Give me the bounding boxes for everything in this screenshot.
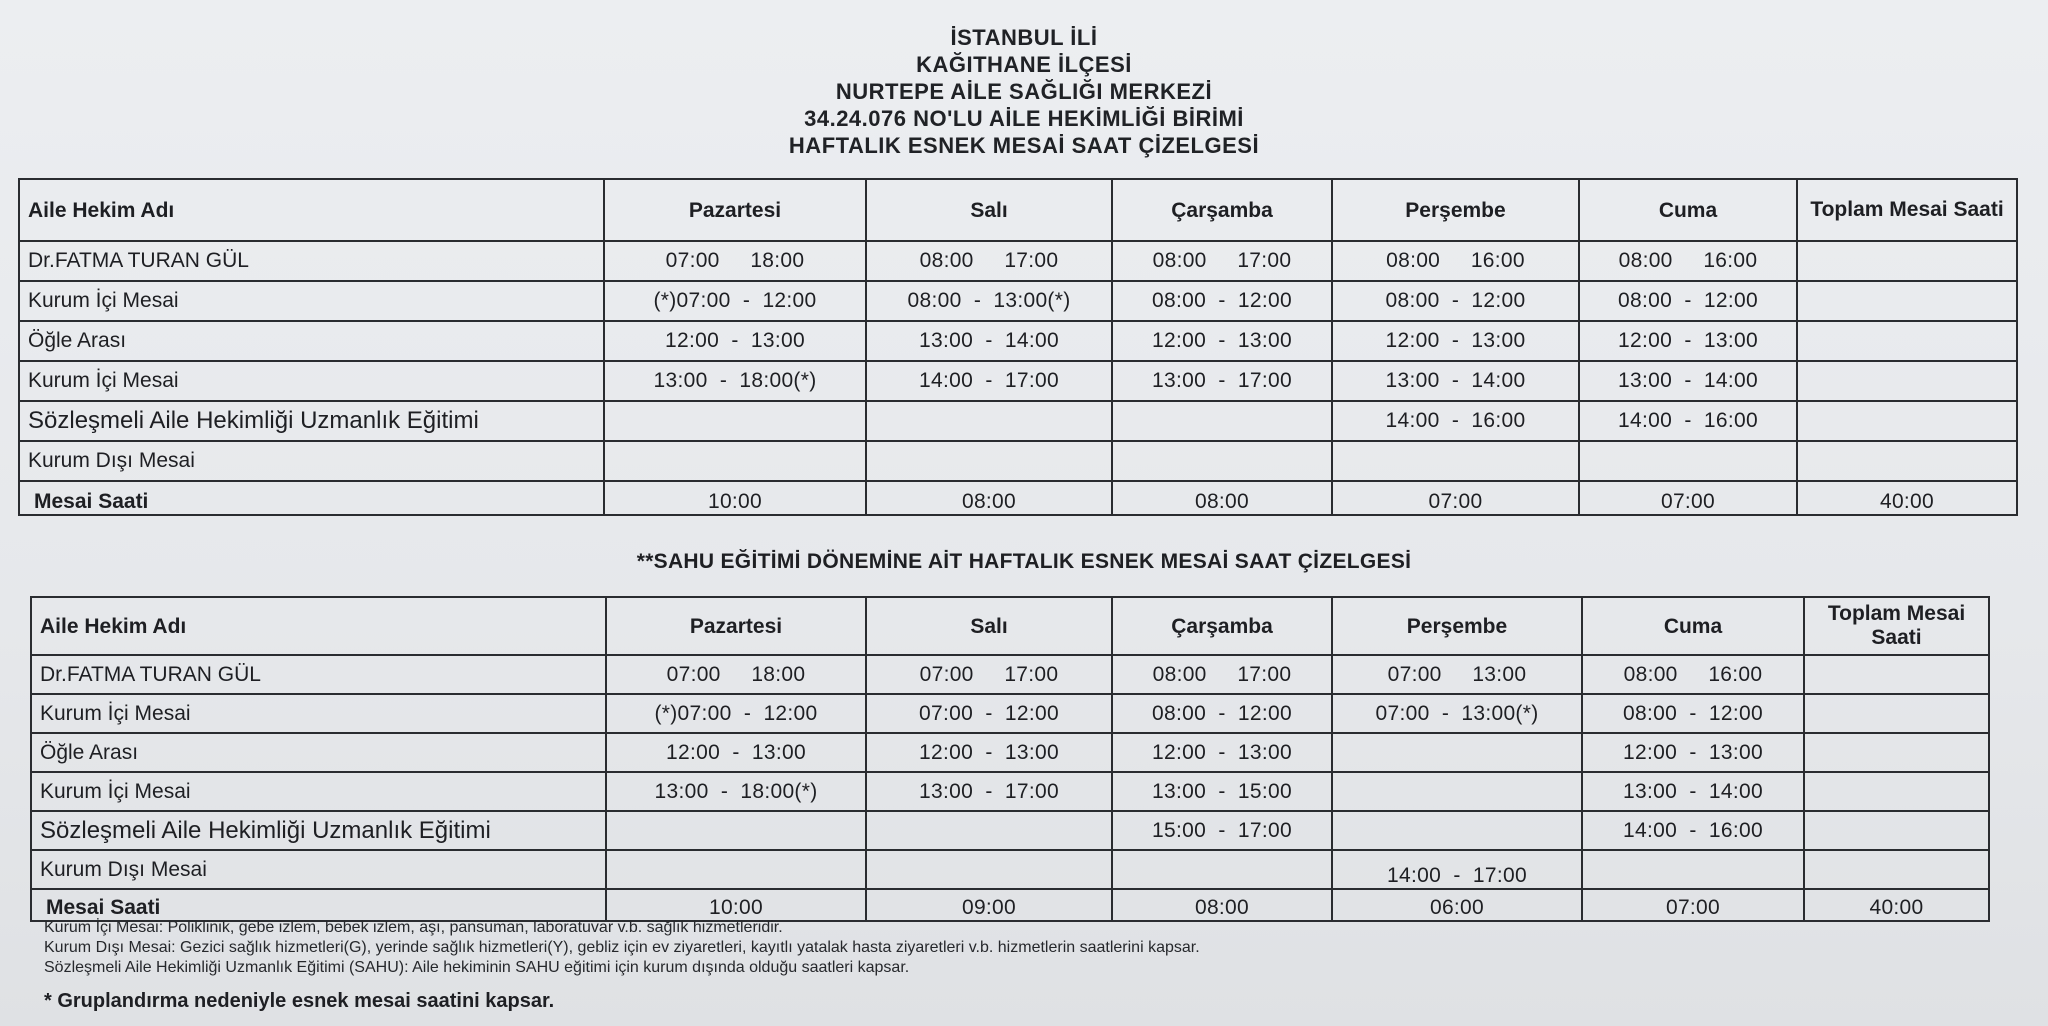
row-label: Kurum İçi Mesai xyxy=(31,772,606,811)
table-cell xyxy=(1797,441,2017,481)
row-label: Öğle Arası xyxy=(31,733,606,772)
table-cell: 12:00 - 13:00 xyxy=(866,733,1112,772)
table-row xyxy=(19,361,2017,401)
table-cell: 14:00 - 16:00 xyxy=(1582,811,1804,850)
total-row xyxy=(19,481,2017,515)
table-cell: 07:00 - 13:00(*) xyxy=(1332,694,1582,733)
legend-notes xyxy=(44,918,1200,978)
col-doctor-name: Aile Hekim Adı xyxy=(19,179,604,241)
header-district: KAĞITHANE İLÇESİ xyxy=(916,52,1132,77)
col-thursday: Perşembe xyxy=(1332,597,1582,655)
table-cell xyxy=(1332,772,1582,811)
total-cell: 07:00 xyxy=(1579,481,1797,515)
table-cell xyxy=(1804,694,1989,733)
table-cell xyxy=(1804,655,1989,694)
table-cell: 13:00 - 15:00 xyxy=(1112,772,1332,811)
col-tuesday: Salı xyxy=(866,179,1112,241)
table-row xyxy=(19,241,2017,281)
col-friday: Cuma xyxy=(1582,597,1804,655)
table-cell xyxy=(1797,321,2017,361)
table-cell xyxy=(1797,241,2017,281)
table-cell xyxy=(1797,281,2017,321)
total-cell: 08:00 xyxy=(866,481,1112,515)
table-cell xyxy=(1804,811,1989,850)
sahu-schedule-title: **SAHU EĞİTİMİ DÖNEMİNE AİT HAFTALIK ESNEK MESAİ SAAT ÇİZELGESİ xyxy=(636,550,1412,573)
table-cell: 08:00 16:00 xyxy=(1332,241,1579,281)
col-total-hours: Toplam Mesai Saati xyxy=(1804,597,1989,655)
table-cell: 08:00 17:00 xyxy=(1112,655,1332,694)
table-cell: (*)07:00 - 12:00 xyxy=(606,694,866,733)
total-cell: 09:00 xyxy=(866,889,1112,921)
row-label: Kurum İçi Mesai xyxy=(19,361,604,401)
table-cell: 08:00 - 13:00(*) xyxy=(866,281,1112,321)
col-wednesday: Çarşamba xyxy=(1112,597,1332,655)
table-row xyxy=(31,733,1989,772)
table-cell xyxy=(1332,811,1582,850)
table-cell xyxy=(606,850,866,889)
total-cell: 07:00 xyxy=(1582,889,1804,921)
total-row xyxy=(31,889,1989,921)
table-cell: 12:00 - 13:00 xyxy=(1332,321,1579,361)
table-cell: 12:00 - 13:00 xyxy=(1112,733,1332,772)
table-row xyxy=(31,694,1989,733)
note-sahu-training: Sözleşmeli Aile Hekimliği Uzmanlık Eğitimi (SAHU): Aile hekiminin SAHU eğitimi için kurum dışında olduğu saatleri kapsar. xyxy=(44,959,910,976)
table-row xyxy=(19,441,2017,481)
col-monday: Pazartesi xyxy=(606,597,866,655)
table-cell xyxy=(1579,441,1797,481)
table-cell: 08:00 16:00 xyxy=(1579,241,1797,281)
col-total-hours: Toplam Mesai Saati xyxy=(1797,179,2017,241)
document-header xyxy=(0,24,2048,159)
table-cell: 13:00 - 14:00 xyxy=(1582,772,1804,811)
row-label: Kurum İçi Mesai xyxy=(19,281,604,321)
table-cell: 15:00 - 17:00 xyxy=(1112,811,1332,850)
table-cell: 08:00 - 12:00 xyxy=(1579,281,1797,321)
table-cell: 14:00 - 16:00 xyxy=(1332,401,1579,441)
table-cell: 08:00 17:00 xyxy=(866,241,1112,281)
table-cell xyxy=(866,441,1112,481)
table-cell xyxy=(1797,361,2017,401)
header-title: HAFTALIK ESNEK MESAİ SAAT ÇİZELGESİ xyxy=(788,133,1260,158)
table-row xyxy=(19,401,2017,441)
table-cell: 12:00 - 13:00 xyxy=(1112,321,1332,361)
col-tuesday: Salı xyxy=(866,597,1112,655)
row-label: Mesai Saati xyxy=(19,481,604,515)
table-header-row xyxy=(31,597,1989,655)
sahu-schedule-table xyxy=(30,596,1990,922)
table-cell xyxy=(1582,850,1804,889)
table-cell: 07:00 18:00 xyxy=(606,655,866,694)
table-row xyxy=(31,811,1989,850)
row-label: Kurum İçi Mesai xyxy=(31,694,606,733)
table-cell: 07:00 17:00 xyxy=(866,655,1112,694)
note-internal-work: Kurum İçi Mesai: Poliklinik, gebe izlem, bebek izlem, aşı, pansuman, laboratuvar v.b. sağlık hizmetleridir. xyxy=(44,919,783,936)
table-cell: (*)07:00 - 12:00 xyxy=(604,281,866,321)
row-label: Öğle Arası xyxy=(19,321,604,361)
table-cell: 13:00 - 18:00(*) xyxy=(604,361,866,401)
table-cell xyxy=(866,850,1112,889)
grand-total-cell: 40:00 xyxy=(1804,889,1989,921)
table-cell xyxy=(1332,441,1579,481)
table-cell: 12:00 - 13:00 xyxy=(606,733,866,772)
col-thursday: Perşembe xyxy=(1332,179,1579,241)
header-unit: 34.24.076 NO'LU AİLE HEKİMLİĞİ BİRİMİ xyxy=(804,106,1244,131)
table-cell: 13:00 - 14:00 xyxy=(866,321,1112,361)
table-cell: 13:00 - 14:00 xyxy=(1579,361,1797,401)
table-cell: 07:00 18:00 xyxy=(604,241,866,281)
grand-total-cell: 40:00 xyxy=(1797,481,2017,515)
table-cell: 14:00 - 17:00 xyxy=(1332,850,1582,889)
table-row xyxy=(19,281,2017,321)
row-label: Mesai Saati xyxy=(31,889,606,921)
table-cell: 07:00 - 12:00 xyxy=(866,694,1112,733)
table-cell xyxy=(1112,441,1332,481)
table-row xyxy=(19,321,2017,361)
table-cell: 13:00 - 17:00 xyxy=(1112,361,1332,401)
table-row xyxy=(31,655,1989,694)
col-doctor-name: Aile Hekim Adı xyxy=(31,597,606,655)
header-province: İSTANBUL İLİ xyxy=(950,25,1098,50)
header-health-center: NURTEPE AİLE SAĞLIĞI MERKEZİ xyxy=(835,79,1213,104)
table-cell: 08:00 16:00 xyxy=(1582,655,1804,694)
weekly-schedule-table xyxy=(18,178,2018,516)
row-label: Sözleşmeli Aile Hekimliği Uzmanlık Eğitimi xyxy=(31,811,606,850)
col-friday: Cuma xyxy=(1579,179,1797,241)
table-cell xyxy=(1804,772,1989,811)
total-cell: 08:00 xyxy=(1112,889,1332,921)
table-cell xyxy=(1332,733,1582,772)
row-label: Kurum Dışı Mesai xyxy=(31,850,606,889)
table-cell xyxy=(606,811,866,850)
table-cell: 08:00 - 12:00 xyxy=(1582,694,1804,733)
table-cell xyxy=(866,811,1112,850)
table-row xyxy=(31,772,1989,811)
total-cell: 08:00 xyxy=(1112,481,1332,515)
table-cell: 14:00 - 17:00 xyxy=(866,361,1112,401)
table-cell: 12:00 - 13:00 xyxy=(604,321,866,361)
table-cell xyxy=(866,401,1112,441)
table-cell xyxy=(1112,850,1332,889)
asterisk-footnote: * Gruplandırma nedeniyle esnek mesai saatini kapsar. xyxy=(44,990,555,1012)
total-cell: 07:00 xyxy=(1332,481,1579,515)
table-cell xyxy=(604,401,866,441)
row-label: Dr.FATMA TURAN GÜL xyxy=(31,655,606,694)
table-cell: 12:00 - 13:00 xyxy=(1582,733,1804,772)
table-header-row xyxy=(19,179,2017,241)
table-cell: 14:00 - 16:00 xyxy=(1579,401,1797,441)
table-cell: 08:00 - 12:00 xyxy=(1112,281,1332,321)
note-external-work: Kurum Dışı Mesai: Gezici sağlık hizmetleri(G), yerinde sağlık hizmetleri(Y), gebliz için ev ziyaretleri, kayıtlı yatalak hasta ziyaretleri v.b. hizmetlerin saatlerini kapsar. xyxy=(44,939,1200,956)
table-cell xyxy=(604,441,866,481)
table-cell: 12:00 - 13:00 xyxy=(1579,321,1797,361)
total-cell: 10:00 xyxy=(606,889,866,921)
table-cell: 13:00 - 17:00 xyxy=(866,772,1112,811)
row-label: Sözleşmeli Aile Hekimliği Uzmanlık Eğitimi xyxy=(19,401,604,441)
total-cell: 06:00 xyxy=(1332,889,1582,921)
row-label: Dr.FATMA TURAN GÜL xyxy=(19,241,604,281)
total-cell: 10:00 xyxy=(604,481,866,515)
table-cell xyxy=(1797,401,2017,441)
table-cell: 08:00 - 12:00 xyxy=(1112,694,1332,733)
table-cell: 13:00 - 18:00(*) xyxy=(606,772,866,811)
col-monday: Pazartesi xyxy=(604,179,866,241)
table-cell xyxy=(1112,401,1332,441)
table-cell: 13:00 - 14:00 xyxy=(1332,361,1579,401)
table-cell: 08:00 - 12:00 xyxy=(1332,281,1579,321)
table-cell: 07:00 13:00 xyxy=(1332,655,1582,694)
table-cell xyxy=(1804,733,1989,772)
table-cell: 08:00 17:00 xyxy=(1112,241,1332,281)
col-wednesday: Çarşamba xyxy=(1112,179,1332,241)
table-row xyxy=(31,850,1989,889)
row-label: Kurum Dışı Mesai xyxy=(19,441,604,481)
table-cell xyxy=(1804,850,1989,889)
